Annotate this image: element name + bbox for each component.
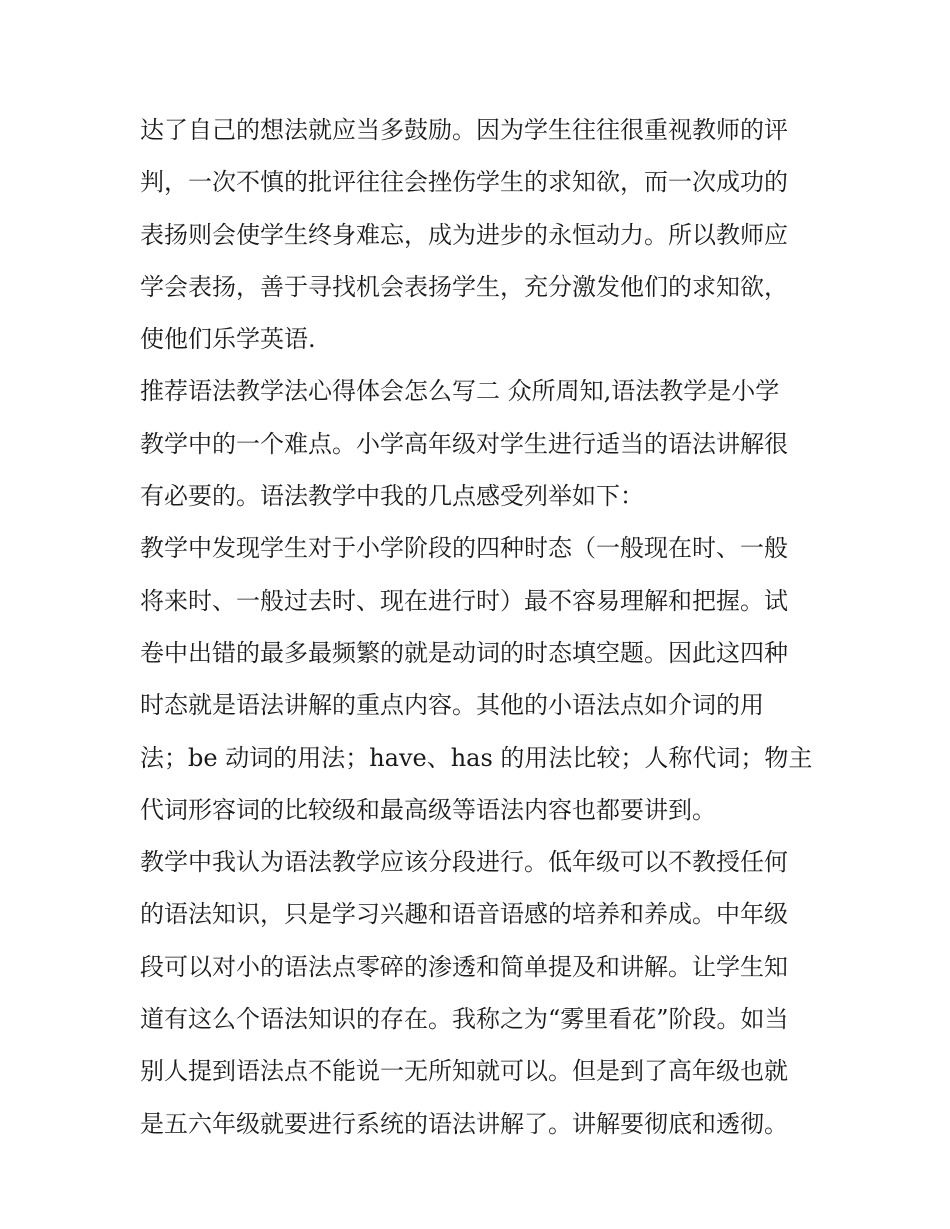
text-line: 表扬则会使学生终身难忘，成为进步的永恒动力。所以教师应 (140, 220, 788, 249)
text-line: 使他们乐学英语. (140, 325, 316, 354)
text-line: 有必要的。语法教学中我的几点感受列举如下： (140, 482, 644, 511)
text-line: 别人提到语法点不能说一无所知就可以。但是到了高年级也就 (140, 1057, 788, 1086)
text-line: 判，一次不慎的批评往往会挫伤学生的求知欲，而一次成功的 (140, 168, 788, 197)
text-line: 道有这么个语法知识的存在。我称之为“雾里看花”阶段。如当 (140, 1005, 789, 1034)
text-line: 将来时、一般过去时、现在进行时）最不容易理解和把握。试 (140, 586, 788, 615)
text-line: 法；be 动词的用法；have、has 的用法比较；人称代词；物主 (140, 743, 813, 772)
text-line: 学会表扬，善于寻找机会表扬学生，充分激发他们的求知欲， (140, 272, 788, 301)
text-line: 卷中出错的最多最频繁的就是动词的时态填空题。因此这四种 (140, 638, 788, 667)
text-line: 教学中我认为语法教学应该分段进行。低年级可以不教授任何 (140, 848, 788, 877)
text-line: 时态就是语法讲解的重点内容。其他的小语法点如介词的用 (140, 691, 764, 720)
document-body (140, 104, 820, 1150)
text-line: 的语法知识，只是学习兴趣和语音语感的培养和养成。中年级 (140, 900, 788, 929)
text-line: 段可以对小的语法点零碎的渗透和简单提及和讲解。让学生知 (140, 952, 788, 981)
text-line: 教学中发现学生对于小学阶段的四种时态（一般现在时、一般 (140, 534, 788, 563)
text-line: 是五六年级就要进行系统的语法讲解了。讲解要彻底和透彻。 (140, 1109, 788, 1138)
text-line: 达了自己的想法就应当多鼓励。因为学生往往很重视教师的评 (140, 116, 788, 144)
text-line: 推荐语法教学法心得体会怎么写二 众所周知,语法教学是小学 (140, 377, 780, 406)
text-line: 教学中的一个难点。小学高年级对学生进行适当的语法讲解很 (140, 429, 788, 458)
text-line: 代词形容词的比较级和最高级等语法内容也都要讲到。 (140, 795, 716, 824)
